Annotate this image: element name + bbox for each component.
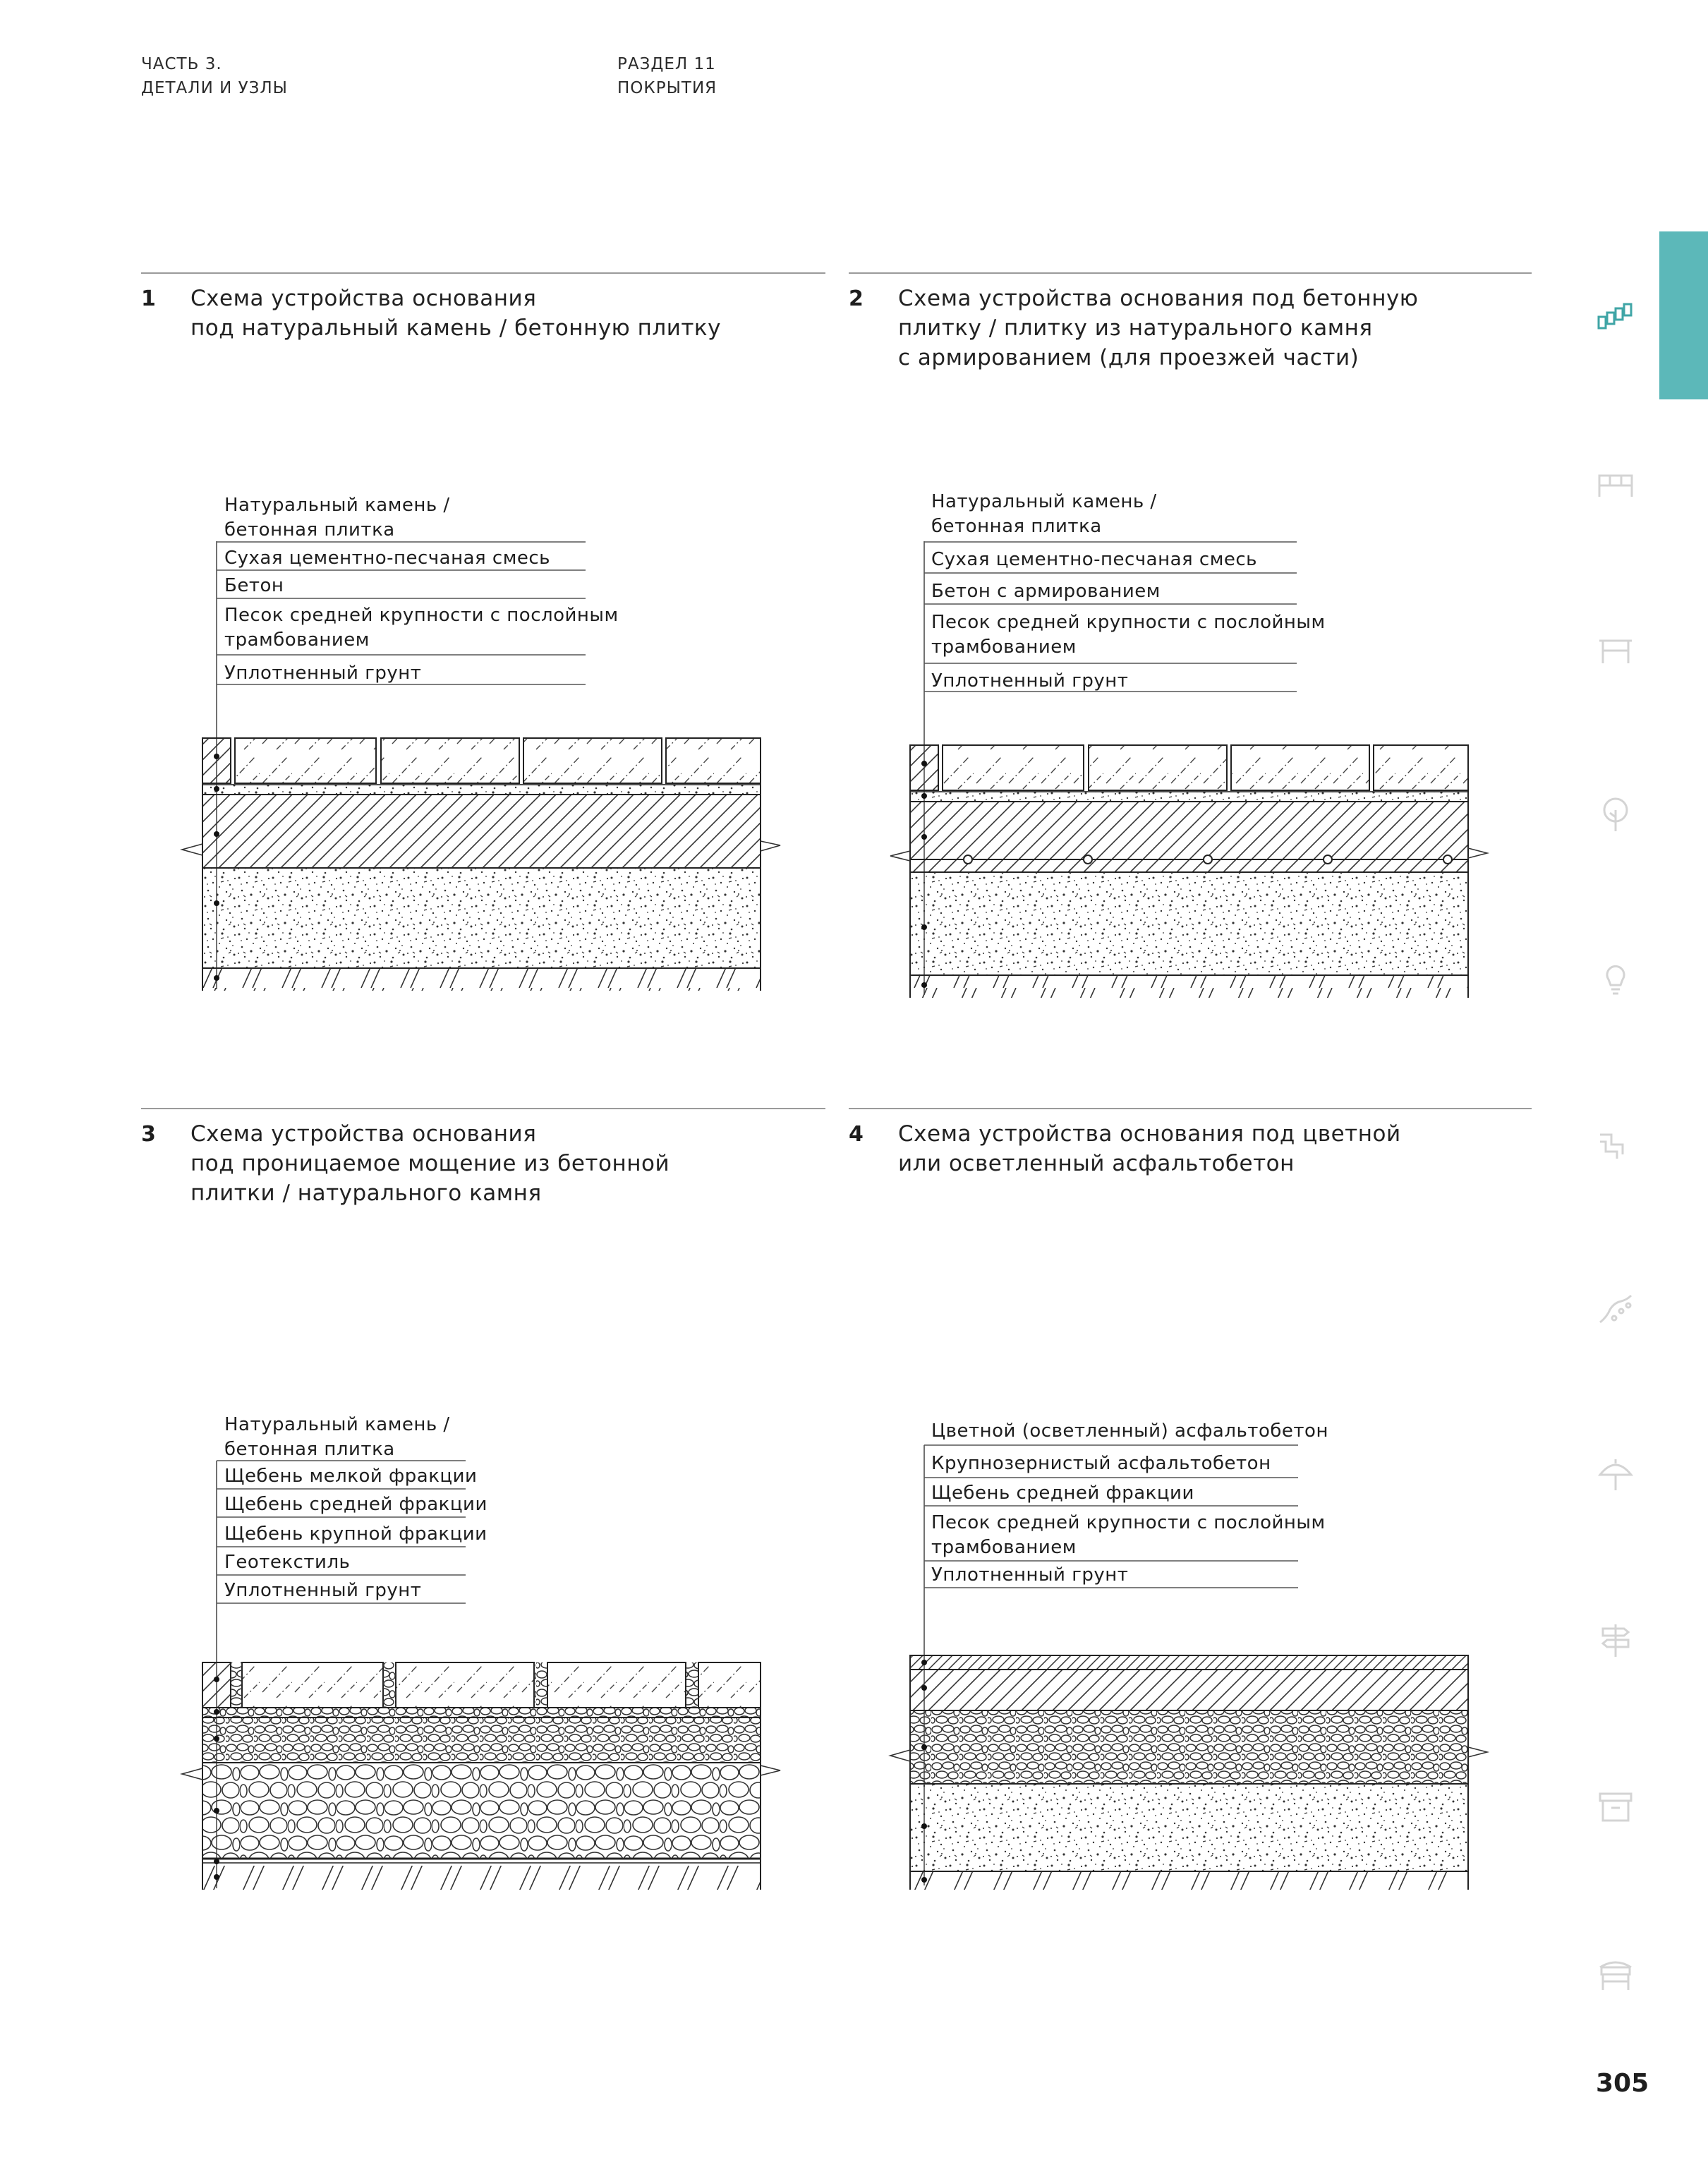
active-section-tab[interactable] xyxy=(1659,231,1708,399)
fig4-label-color-asphalt: Цветной (осветленный) асфальтобетон xyxy=(931,1420,1328,1442)
fig2-label-paving: Натуральный камень / xyxy=(931,491,1157,512)
fig1-label-paving: Натуральный камень / xyxy=(224,495,450,516)
figure-3-section xyxy=(182,1662,780,1890)
fig1-label-paving-2: бетонная плитка xyxy=(224,519,395,541)
signpost-icon[interactable] xyxy=(1596,1620,1635,1660)
page-number: 305 xyxy=(1596,2069,1649,2098)
bench-icon[interactable] xyxy=(1596,466,1635,505)
fig4-label-sand-2: трамбованием xyxy=(931,1537,1077,1558)
fig3-label-coarse-gravel: Щебень крупной фракции xyxy=(224,1523,487,1545)
figure-1-section xyxy=(182,738,780,991)
paving-icon[interactable] xyxy=(1596,298,1635,338)
umbrella-icon[interactable] xyxy=(1596,1455,1635,1495)
fig4-label-medium-gravel: Щебень средней фракции xyxy=(931,1483,1194,1504)
fig2-label-reinforced-concrete: Бетон с армированием xyxy=(931,581,1161,602)
running-header-part: ЧАСТЬ 3. ДЕТАЛИ И УЗЛЫ xyxy=(141,55,288,97)
fig3-label-paving-2: бетонная плитка xyxy=(224,1439,395,1460)
figure-4-title: Схема устройства основания под цветной или осветленный асфальтобетон xyxy=(898,1121,1401,1176)
figure-4-section xyxy=(890,1655,1487,1890)
fig3-label-fine-gravel: Щебень мелкой фракции xyxy=(224,1466,478,1487)
fig1-label-sand-2: трамбованием xyxy=(224,629,370,651)
fig2-label-sand-2: трамбованием xyxy=(931,636,1077,658)
fig1-label-dry-mix: Сухая цементно-песчаная смесь xyxy=(224,548,550,569)
figure-4-number: 4 xyxy=(849,1122,864,1147)
fig3-label-geotextile: Геотекстиль xyxy=(224,1552,351,1573)
fig4-label-soil: Уплотненный грунт xyxy=(931,1564,1129,1586)
tree-icon[interactable] xyxy=(1596,795,1635,834)
running-header-section: РАЗДЕЛ 11 ПОКРЫТИЯ xyxy=(617,55,717,97)
fig4-label-sand: Песок средней крупности с послойным xyxy=(931,1512,1326,1533)
fig2-label-sand: Песок средней крупности с послойным xyxy=(931,612,1326,633)
fig3-label-paving: Натуральный камень / xyxy=(224,1414,450,1435)
figure-3-title: Схема устройства основания под проницаемое мощение из бетонной плитки / натурального камня xyxy=(190,1121,670,1206)
figure-2-title: Схема устройства основания под бетонную плитку / плитку из натурального камня с армированием (для проезжей части) xyxy=(898,286,1419,370)
figure-3-number: 3 xyxy=(141,1122,156,1147)
fig1-label-sand: Песок средней крупности с послойным xyxy=(224,605,619,626)
bus-stop-icon[interactable] xyxy=(1596,1955,1635,1994)
figure-2-number: 2 xyxy=(849,286,864,311)
fig1-label-soil: Уплотненный грунт xyxy=(224,663,422,684)
trash-bin-icon[interactable] xyxy=(1596,1787,1635,1826)
figure-1-number: 1 xyxy=(141,286,156,311)
fig3-label-medium-gravel: Щебень средней фракции xyxy=(224,1494,487,1515)
fig2-label-dry-mix: Сухая цементно-песчаная смесь xyxy=(931,549,1257,570)
figure-2-section xyxy=(890,745,1487,998)
figure-1-title: Схема устройства основания под натуральный камень / бетонную плитку xyxy=(190,286,721,341)
plants-icon[interactable] xyxy=(1596,1290,1635,1329)
fig2-label-paving-2: бетонная плитка xyxy=(931,516,1102,537)
table-icon[interactable] xyxy=(1596,631,1635,670)
lamp-icon[interactable] xyxy=(1596,958,1635,998)
fig4-label-coarse-asphalt: Крупнозернистый асфальтобетон xyxy=(931,1453,1271,1474)
pipe-icon[interactable] xyxy=(1596,1125,1635,1164)
fig3-label-soil: Уплотненный грунт xyxy=(224,1580,422,1601)
fig1-label-concrete: Бетон xyxy=(224,575,284,596)
fig2-label-soil: Уплотненный грунт xyxy=(931,670,1129,692)
